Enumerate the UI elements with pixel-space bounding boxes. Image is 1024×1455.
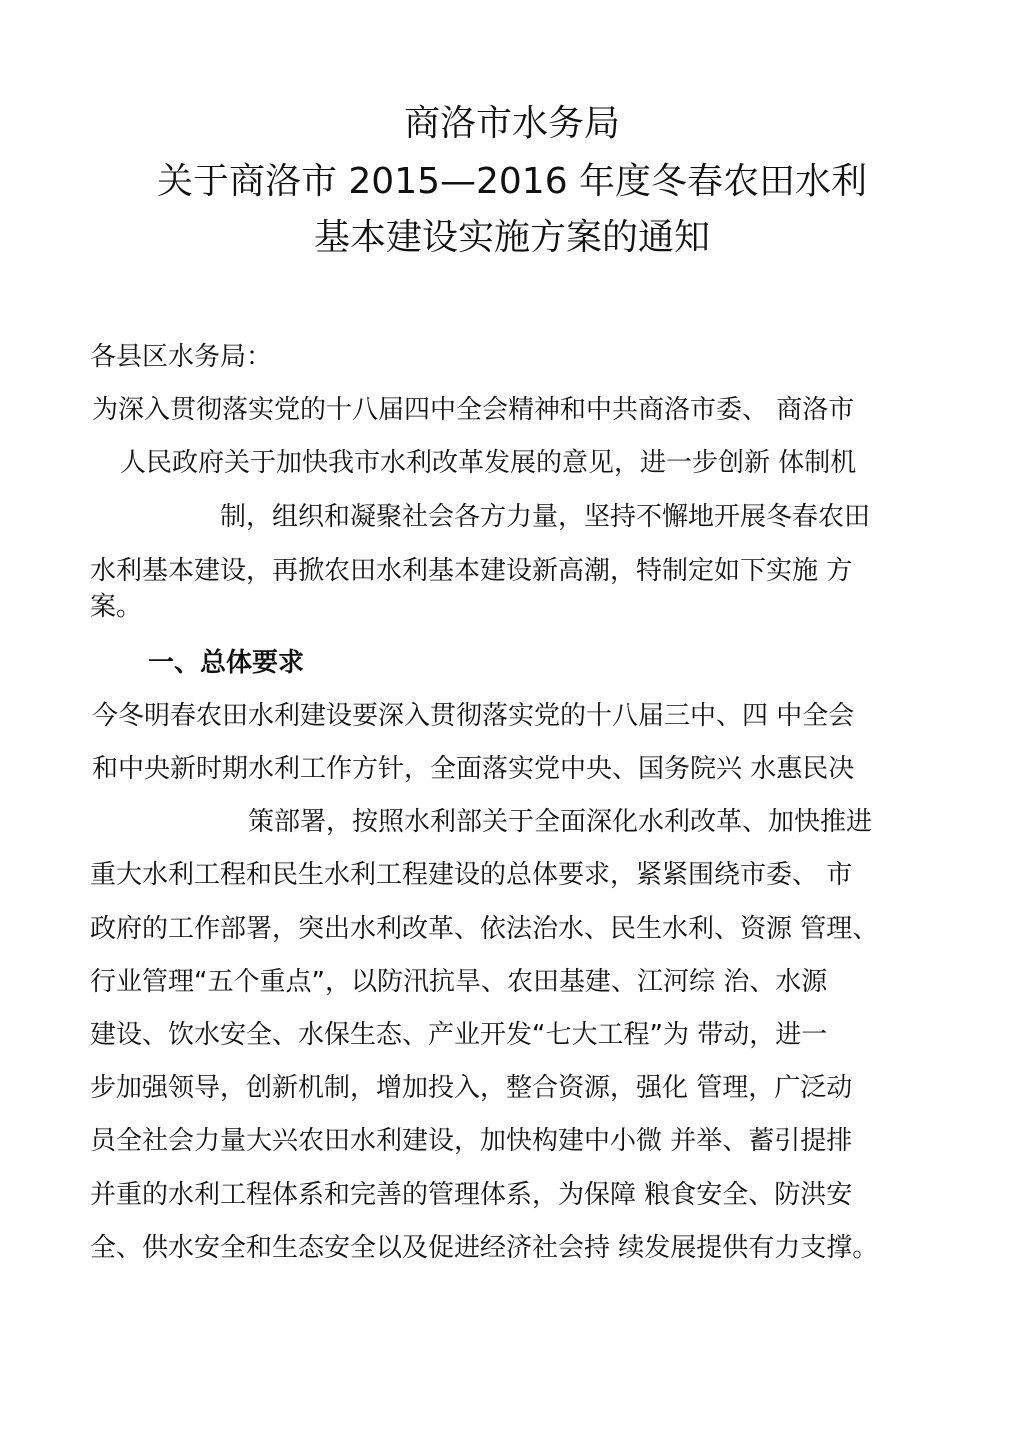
section1-line-2: 和中央新时期水利工作方针，全面落实党中央、国务院兴 水惠民决 <box>92 754 855 784</box>
section1-line-4: 重大水利工程和民生水利工程建设的总体要求，紧紧围绕市委、 市 <box>90 860 853 890</box>
paragraph1-line-2: 人民政府关于加快我市水利改革发展的意见，进一步创新 体制机 <box>120 448 857 478</box>
section1-line-7: 建设、饮水安全、水保生态、产业开发“七大工程”为 带动，进一 <box>90 1020 828 1050</box>
paragraph1-line-3: 制，组织和凝聚社会各方力量，坚持不懈地开展冬春农田 <box>220 502 871 532</box>
section1-line-10: 并重的水利工程体系和完善的管理体系，为保障 粮食安全、防洪安 <box>90 1180 853 1210</box>
document-title-line-3: 基本建设实施方案的通知 <box>313 217 710 258</box>
salutation: 各县区水务局： <box>90 342 273 372</box>
paragraph1-line-4: 水利基本建设，再掀农田水利基本建设新高潮，特制定如下实施 方 <box>90 556 853 586</box>
section1-line-11: 全、供水安全和生态安全以及促进经济社会持 续发展提供有力支撑。 <box>90 1233 879 1263</box>
section1-line-9: 员全社会力量大兴农田水利建设，加快构建中小微 并举、蓄引提排 <box>90 1126 853 1156</box>
paragraph1-line-1: 为深入贯彻落实党的十八届四中全会精神和中共商洛市委、 商洛市 <box>92 395 855 425</box>
section1-line-1: 今冬明春农田水利建设要深入贯彻落实党的十八届三中、四 中全会 <box>92 701 855 731</box>
paragraph1-line-5: 案。 <box>90 592 143 622</box>
document-title-line-1: 商洛市水务局 <box>403 103 620 144</box>
section1-heading: 一、总体要求 <box>148 648 305 678</box>
section1-line-3: 策部署，按照水利部关于全面深化水利改革、加快推进 <box>248 807 873 837</box>
section1-line-8: 步加强领导，创新机制，增加投入，整合资源，强化 管理，广泛动 <box>90 1073 853 1103</box>
section1-line-5: 政府的工作部署，突出水利改革、依法治水、民生水利、资源 管理、 <box>90 914 879 944</box>
section1-line-6: 行业管理“五个重点”，以防汛抗旱、农田基建、江河综 治、水源 <box>90 967 828 997</box>
document-title-line-2: 关于商洛市 2015—2016 年度冬春农田水利 <box>156 161 868 202</box>
